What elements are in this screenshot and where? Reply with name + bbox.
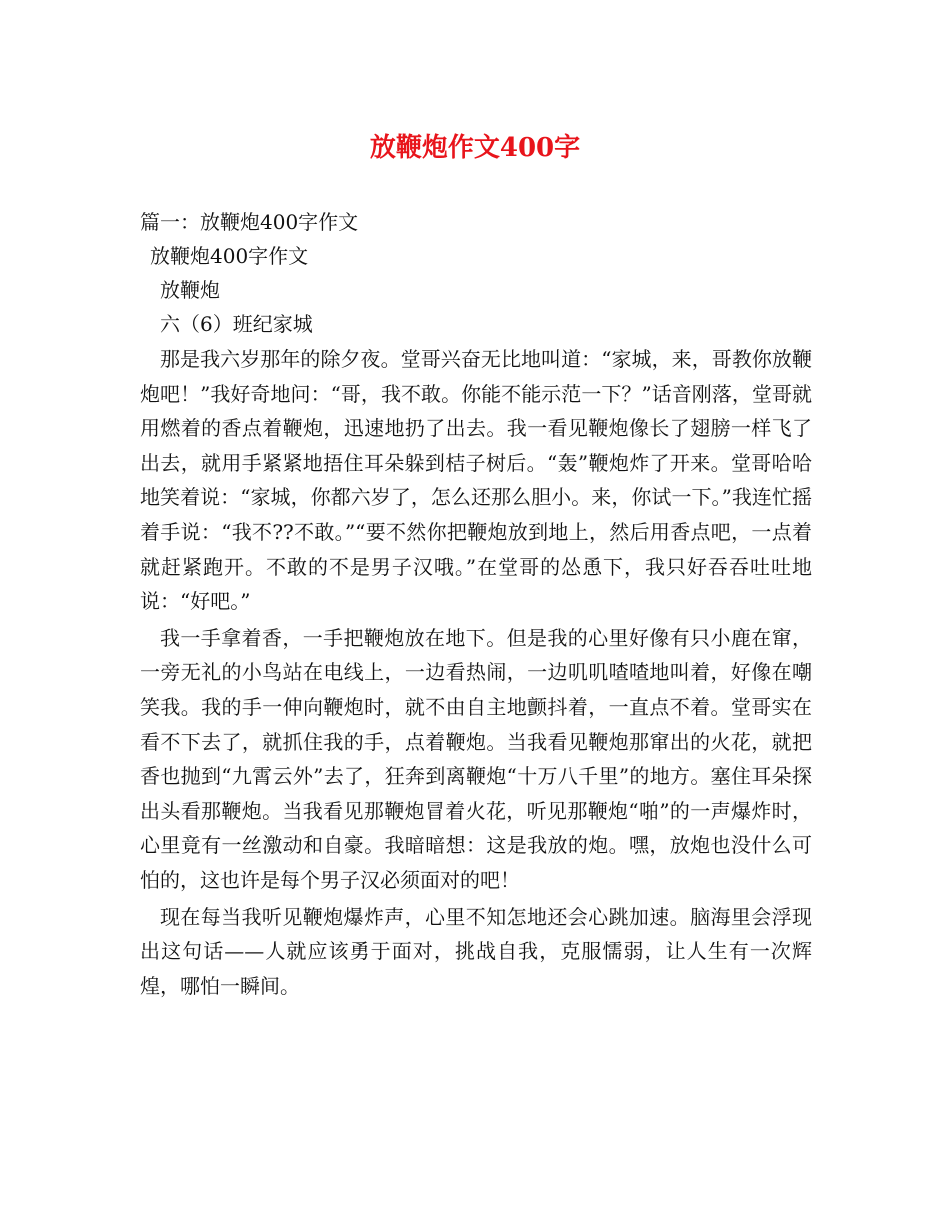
essay-paragraph-2: 我一手拿着香，一手把鞭炮放在地下。但是我的心里好像有只小鹿在窜，一旁无礼的小鸟站在电线上，一边看热闹，一边叽叽喳喳地叫着，好像在嘲笑我。我的手一伸向鞭炮时，就不由自主地颤抖着，一直点不着。堂哥实在看不下去了，就抓住我的手，点着鞭炮。当我看见鞭炮那窜出的火花，就把香也抛到“九霄云外”去了，狂奔到离鞭炮“十万八千里”的地方。塞住耳朵探出头看那鞭炮。当我看见那鞭炮冒着火花，听见那鞭炮“啪”的一声爆炸时，心里竟有一丝激动和自豪。我暗暗想：这是我放的炮。嘿，放炮也没什么可怕的，这也许是每个男子汉必须面对的吧！ — [140, 625, 812, 892]
author-line: 六（6）班纪家城 — [160, 312, 313, 336]
document-body — [140, 205, 812, 1003]
essay-title: 放鞭炮 — [160, 278, 220, 302]
document-title: 放鞭炮作文400字 — [369, 133, 581, 163]
section-heading: 篇一：放鞭炮400字作文 — [140, 210, 359, 234]
essay-paragraph-3: 现在每当我听见鞭炮爆炸声，心里不知怎地还会心跳加速。脑海里会浮现出这句话——人就应该勇于面对，挑战自我，克服懦弱，让人生有一次辉煌，哪怕一瞬间。 — [140, 904, 812, 998]
sub-heading: 放鞭炮400字作文 — [150, 244, 309, 268]
essay-paragraph-1: 那是我六岁那年的除夕夜。堂哥兴奋无比地叫道：“家城，来，哥教你放鞭炮吧！”我好奇地问：“哥，我不敢。你能不能示范一下？”话音刚落，堂哥就用燃着的香点着鞭炮，迅速地扔了出去。我一看见鞭炮像长了翅膀一样飞了出去，就用手紧紧地捂住耳朵躲到桔子树后。“轰”鞭炮炸了开来。堂哥哈哈地笑着说：“家城，你都六岁了，怎么还那么胆小。来，你试一下。”我连忙摇着手说：“我不??不敢。”“要不然你把鞭炮放到地上，然后用香点吧，一点着就赶紧跑开。不敢的不是男子汉哦。”在堂哥的怂恿下，我只好吞吞吐吐地说：“好吧。” — [140, 347, 812, 614]
